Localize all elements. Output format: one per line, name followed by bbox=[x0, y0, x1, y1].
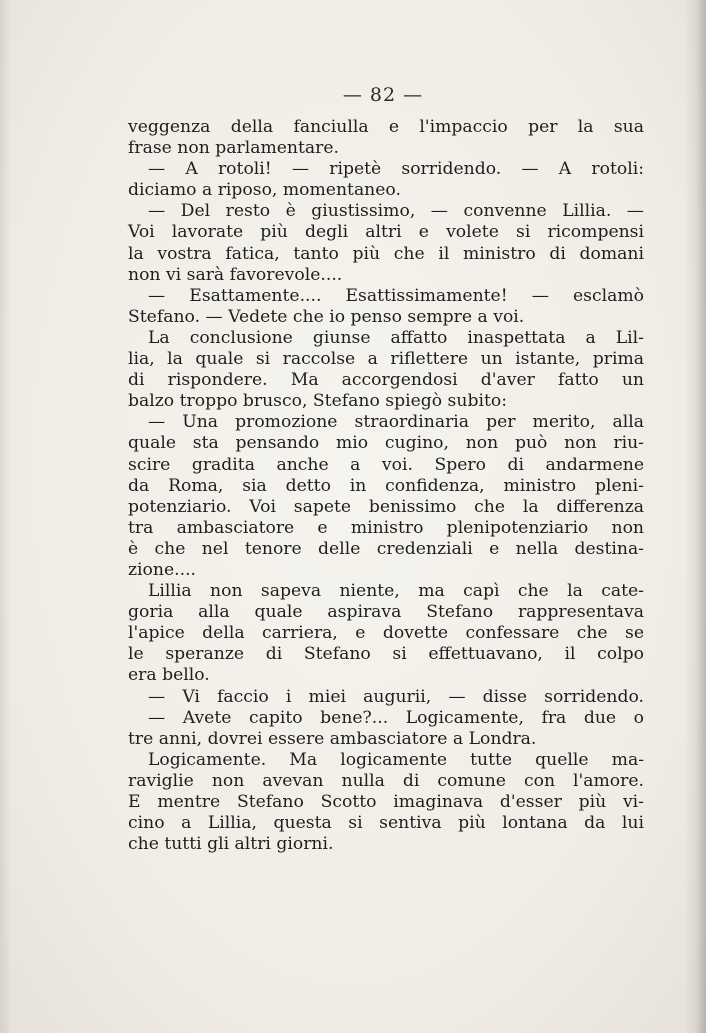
page-left-edge-shadow bbox=[0, 0, 12, 1033]
text-line: l'apice della carriera, e dovette confessare che se bbox=[128, 623, 644, 644]
text-line: Stefano. — Vedete che io penso sempre a voi. bbox=[128, 306, 525, 327]
text-line: — A rotoli! — ripetè sorridendo. — A rotoli: bbox=[148, 159, 644, 180]
text-line: di rispondere. Ma accorgendosi d'aver fatto un bbox=[128, 370, 644, 391]
text-line: cino a Lillia, questa si sentiva più lontana da lui bbox=[128, 813, 644, 834]
page-right-edge-shadow bbox=[684, 0, 706, 1033]
text-line: non vi sarà favorevole.... bbox=[128, 264, 343, 285]
text-line: diciamo a riposo, momentaneo. bbox=[128, 180, 401, 201]
text-line: Voi lavorate più degli altri e volete si ricompensi bbox=[128, 222, 644, 243]
text-line: — Esattamente.... Esattissimamente! — esclamò bbox=[148, 285, 644, 306]
text-line: le speranze di Stefano si effettuavano, il colpo bbox=[128, 644, 644, 665]
text-line: Logicamente. Ma logicamente tutte quelle ma- bbox=[148, 749, 644, 770]
text-line: goria alla quale aspirava Stefano rappresentava bbox=[128, 602, 644, 623]
text-line: era bello. bbox=[128, 665, 210, 686]
text-line: Lillia non sapeva niente, ma capì che la cate- bbox=[148, 581, 644, 602]
text-line: — Avete capito bene?... Logicamente, fra due o bbox=[148, 707, 644, 728]
text-line: scire gradita anche a voi. Spero di andarmene bbox=[128, 454, 644, 475]
page-number: — 82 — bbox=[342, 84, 424, 106]
text-line: — Del resto è giustissimo, — convenne Lillia. — bbox=[148, 201, 644, 222]
text-line: E mentre Stefano Scotto imaginava d'esser più vi- bbox=[128, 792, 644, 812]
text-line: — Una promozione straordinaria per merito, alla bbox=[148, 412, 644, 433]
text-line: è che nel tenore delle credenziali e nella destina- bbox=[128, 538, 644, 559]
text-line: La conclusione giunse affatto inaspettata a Lil- bbox=[148, 327, 644, 348]
text-line: potenziario. Voi sapete benissimo che la differenza bbox=[128, 496, 644, 517]
text-line: la vostra fatica, tanto più che il ministro di domani bbox=[128, 243, 644, 264]
text-line: lia, la quale si raccolse a riflettere un istante, prima bbox=[128, 349, 644, 370]
text-line: da Roma, sia detto in confidenza, ministro pleni- bbox=[128, 475, 644, 496]
text-line: veggenza della fanciulla e l'impaccio per la sua bbox=[128, 117, 644, 137]
text-line: tra ambasciatore e ministro plenipotenziario non bbox=[128, 517, 644, 538]
text-line: quale sta pensando mio cugino, non può non riu- bbox=[128, 433, 644, 454]
text-line: — Vi faccio i miei augurii, — disse sorridendo. bbox=[148, 686, 644, 707]
text-line: che tutti gli altri giorni. bbox=[128, 834, 334, 855]
text-line: tre anni, dovrei essere ambasciatore a Londra. bbox=[128, 728, 537, 749]
text-line: zione.... bbox=[128, 559, 196, 580]
text-line: raviglie non avevan nulla di comune con l'amore. bbox=[128, 770, 644, 791]
text-line: balzo troppo brusco, Stefano spiegò subito: bbox=[128, 391, 507, 412]
text-line: frase non parlamentare. bbox=[128, 138, 339, 159]
body-text bbox=[128, 117, 644, 855]
